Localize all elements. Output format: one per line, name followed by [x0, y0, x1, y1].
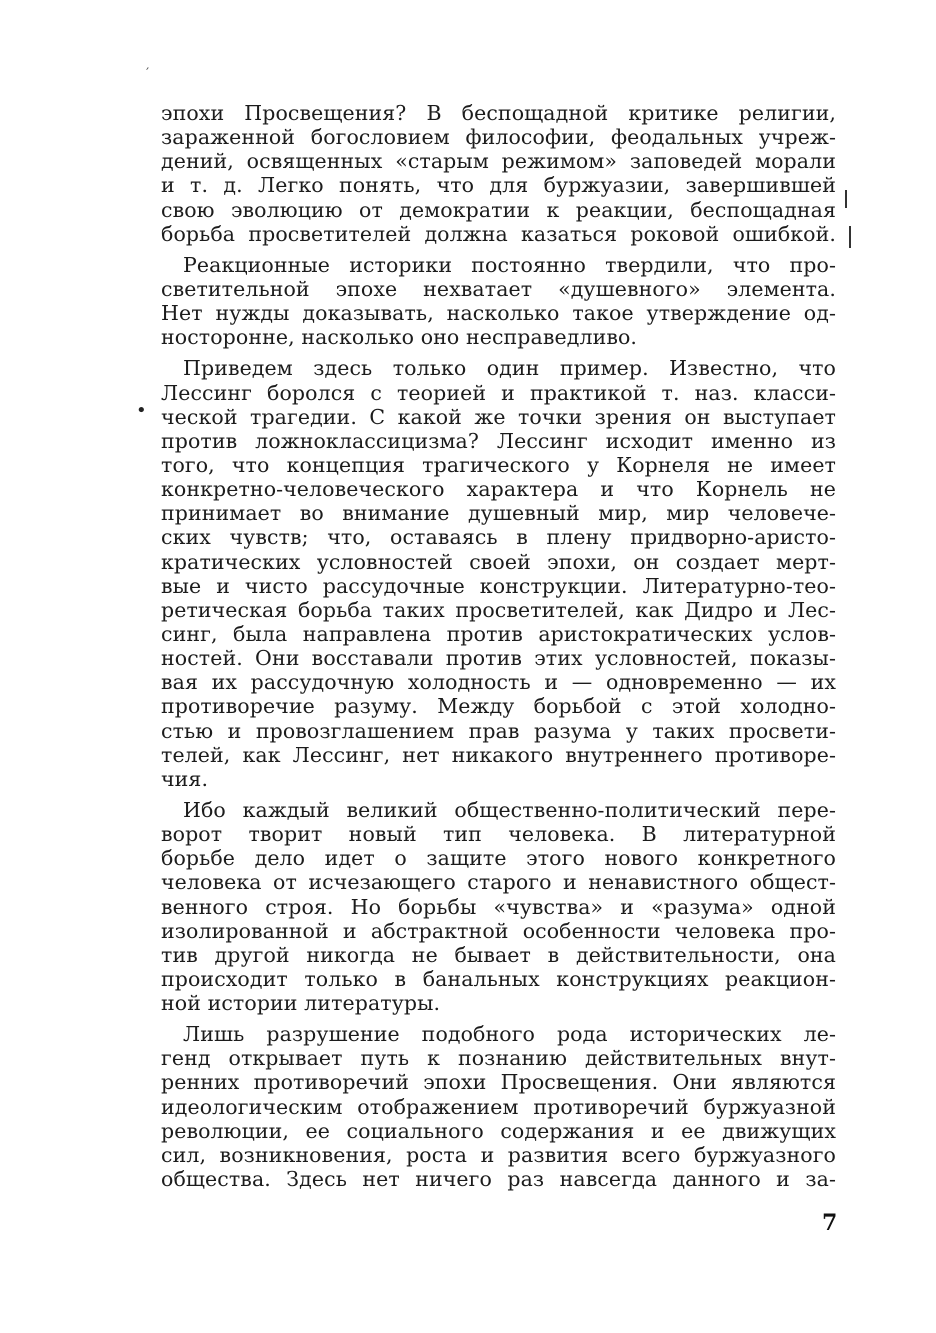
text-line: революции, ее социального содержания и ее движущих	[161, 1118, 836, 1143]
text-line: ретическая борьба таких просветителей, как Дидро и Лес-	[161, 597, 836, 622]
text-line: идеологическим отображением противоречий буржуазной	[161, 1094, 836, 1119]
text-line: эпохи Просвещения? В беспощадной критике религии,	[161, 101, 836, 125]
margin-bar	[849, 226, 851, 248]
text-line: ренних противоречий эпохи Просвещения. Они являются	[161, 1070, 836, 1095]
text-line: человека от исчезающего старого и ненавистного общест-	[161, 870, 836, 895]
text-line: стью и провозглашением прав разума у таких просвети-	[161, 718, 836, 743]
text-line: изолированной и абстрактной особенности человека про-	[161, 918, 836, 943]
paragraph-5	[161, 1022, 836, 1191]
paragraph-4	[161, 798, 836, 1015]
text-line: светительной эпохе нехватает «душевного» элемента.	[161, 276, 836, 301]
text-line: борьба просветителей должна казаться роковой ошибкой.	[161, 221, 836, 246]
text-line: Нет нужды доказывать, насколько такое утверждение од-	[161, 301, 836, 326]
margin-bar	[845, 190, 847, 208]
text-line: Реакционные историки постоянно твердили, что про-	[183, 252, 836, 277]
text-line: ческой трагедии. С какой же точки зрения он выступает	[161, 404, 836, 429]
text-line: генд открывает путь к познанию действительных внут-	[161, 1046, 836, 1071]
text-line: Лессинг боролся с теорией и практикой т. наз. класси-	[161, 380, 836, 405]
text-line: Приведем здесь только один пример. Известно, что	[183, 356, 836, 381]
text-line: Лишь разрушение подобного рода исторических ле-	[183, 1022, 836, 1047]
text-line: ских чувств; что, оставаясь в плену придворно-аристо-	[161, 525, 836, 550]
text-line: борьбе дело идет о защите этого нового конкретного	[161, 846, 836, 871]
text-line: того, что концепция трагического у Корнеля не имеет	[161, 452, 836, 477]
scan-mark: ′	[146, 66, 150, 82]
paragraph-2	[161, 253, 836, 350]
text-line: венного строя. Но борьбы «чувства» и «разума» одной	[161, 894, 836, 919]
text-line: свою эволюцию от демократии к реакции, беспощадная	[161, 197, 836, 222]
paragraph-1	[161, 101, 836, 246]
text-line: общества. Здесь нет ничего раз навсегда данного и за-	[161, 1167, 836, 1192]
text-line: и т. д. Легко понять, что для буржуазии, завершившей	[161, 173, 836, 198]
text-line: Ибо каждый великий общественно-политический пере-	[183, 797, 836, 822]
text-line: дений, освященных «старым режимом» заповедей морали	[161, 149, 836, 174]
text-line: телей, как Лессинг, нет никакого внутреннего противоре-	[161, 742, 836, 767]
text-line: кратических условностей своей эпохи, он создает мерт-	[161, 549, 836, 574]
paragraph-3	[161, 356, 836, 791]
text-line: тив другой никогда не бывает в действительности, она	[161, 942, 836, 967]
text-line: синг, была направлена против аристократических услов-	[161, 621, 836, 646]
text-line: происходит только в банальных конструкциях реакцион-	[161, 966, 836, 991]
body-text	[161, 101, 836, 1191]
page-number: 7	[822, 1210, 838, 1236]
text-line: ностей. Они восставали против этих условностей, показы-	[161, 646, 836, 671]
text-line: против ложноклассицизма? Лессинг исходит именно из	[161, 428, 836, 453]
text-line: чия.	[161, 766, 209, 791]
text-line: конкретно-человеческого характера и что Корнель не	[161, 477, 836, 502]
text-line: вая их рассудочную холодность и — одновременно — их	[161, 670, 836, 695]
text-line: сил, возникновения, роста и развития всего буржуазного	[161, 1142, 836, 1167]
text-line: принимает во внимание душевный мир, мир человече-	[161, 501, 836, 526]
text-line: носторонне, насколько оно несправедливо.	[161, 325, 638, 350]
text-line: вые и чисто рассудочные конструкции. Литературно-тео-	[161, 573, 836, 598]
scan-dot: •	[136, 400, 147, 421]
text-line: противоречие разуму. Между борьбой с этой холодно-	[161, 694, 836, 719]
text-line: зараженной богословием философии, феодальных учреж-	[161, 125, 836, 150]
text-line: ворот творит новый тип человека. В литературной	[161, 822, 836, 847]
text-line: ной истории литературы.	[161, 991, 441, 1016]
